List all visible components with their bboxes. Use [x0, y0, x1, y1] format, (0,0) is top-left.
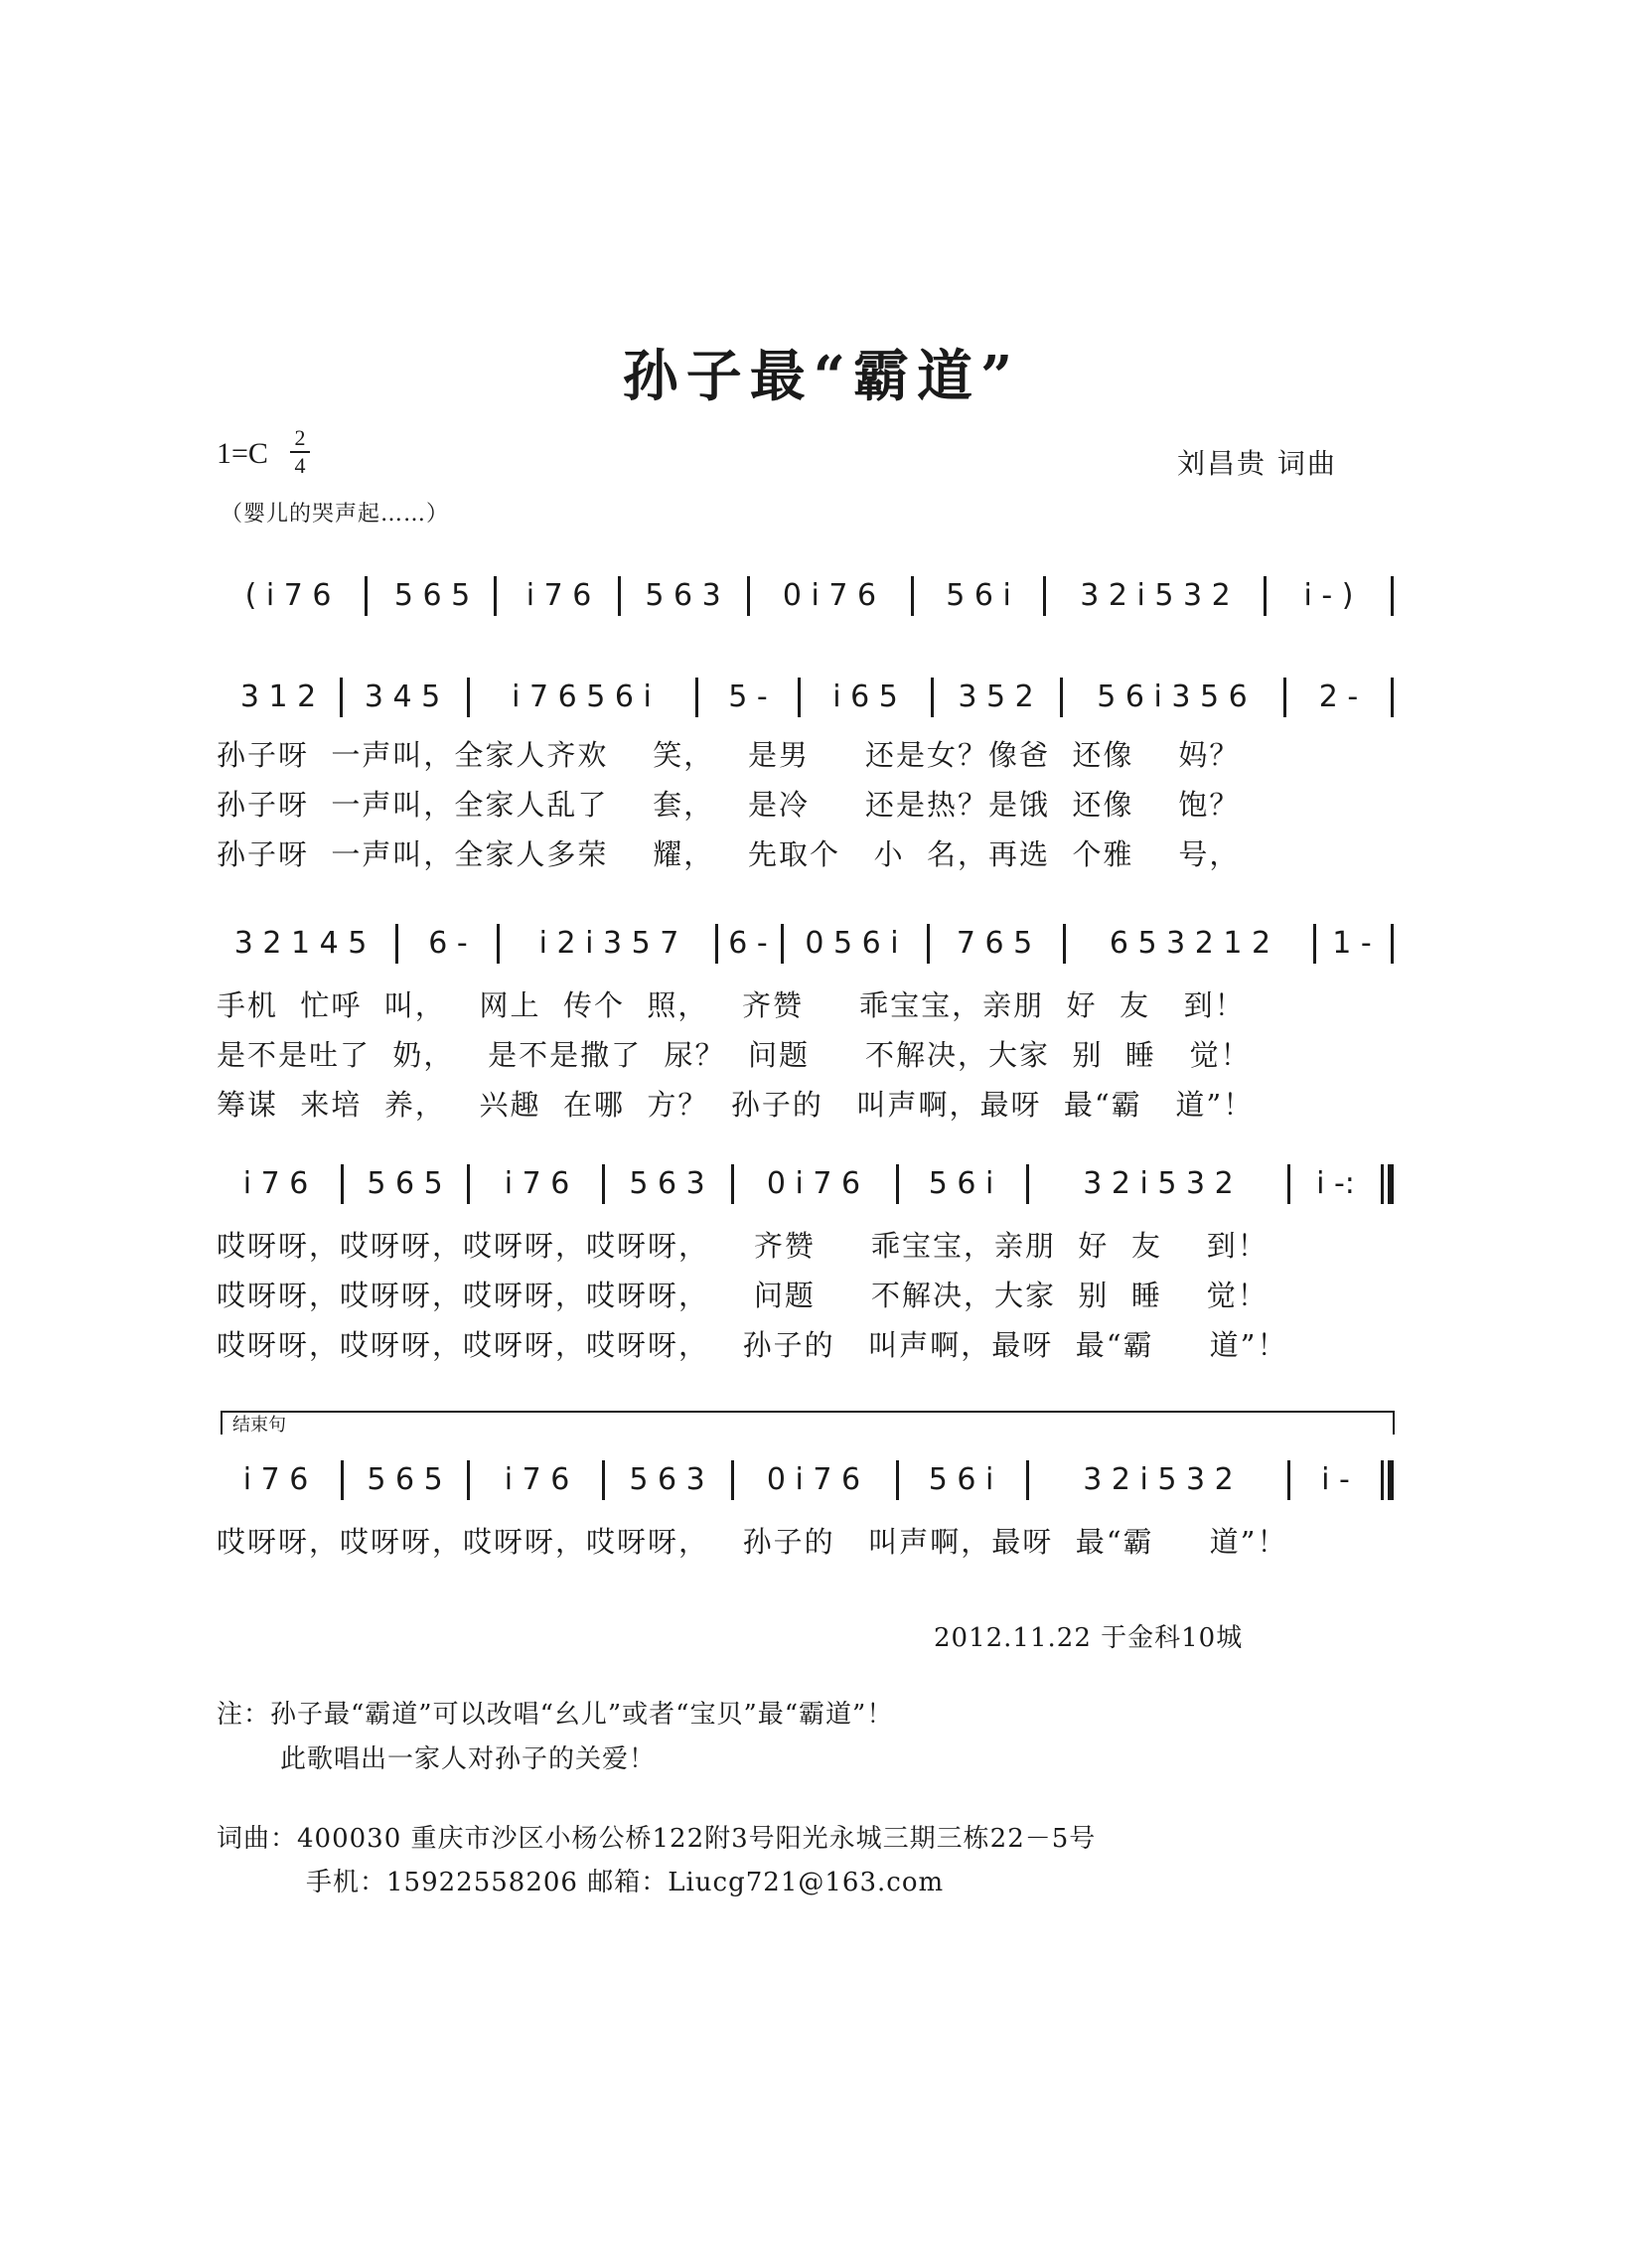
barline — [1283, 678, 1286, 717]
barline — [896, 1460, 899, 1500]
measure: 5 6 i — [928, 1166, 994, 1201]
measure: 5 6 3 — [629, 1462, 705, 1497]
lyric-line: 哎呀呀，哎呀呀，哎呀呀，哎呀呀， 问题 不解决，大家 别 睡 觉！ — [217, 1279, 1269, 1312]
measure: i 7 6 5 6 i — [512, 680, 652, 714]
barline — [1391, 678, 1394, 717]
lyric-line: 筹谋 来培 养， 兴趣 在哪 方？ 孙子的 叫声啊，最呀 最“霸 道”！ — [217, 1088, 1255, 1122]
time-signature — [290, 427, 310, 477]
measure: i 7 6 — [525, 578, 592, 613]
barline — [1026, 1164, 1029, 1204]
measure: 5 - — [728, 680, 768, 714]
measure: 6 - — [728, 926, 768, 961]
barline — [340, 678, 343, 717]
barline — [1287, 1164, 1290, 1204]
score-row-intro — [0, 576, 1643, 616]
barline — [896, 1164, 899, 1204]
date-line: 2012.11.22 于金科10城 — [934, 1623, 1244, 1653]
time-signature-bottom: 4 — [294, 453, 306, 478]
barline — [747, 576, 750, 616]
barline — [497, 924, 500, 964]
measure: i -: — [1316, 1166, 1355, 1201]
barline — [618, 576, 621, 616]
lyric-line: 孙子呀 一声叫，全家人多荣 耀， 先取个 小 名，再选 个雅 号， — [217, 837, 1241, 871]
barline — [695, 678, 698, 717]
measure: 5 6 i — [928, 1462, 994, 1497]
barline — [781, 924, 784, 964]
lyric-line: 孙子呀 一声叫，全家人乱了 套， 是冷 还是热？是饿 还像 饱？ — [217, 788, 1241, 822]
measure: i 7 6 — [504, 1462, 570, 1497]
measure: 5 6 5 — [367, 1462, 443, 1497]
measure: i 2 i 3 5 7 — [538, 926, 679, 961]
barline — [341, 1164, 344, 1204]
contact-phone-email: 手机：15922558206 邮箱：Liucg721@163.com — [306, 1868, 945, 1897]
barline — [798, 678, 801, 717]
barline — [1391, 576, 1394, 616]
barline — [467, 678, 470, 717]
measure: 6 5 3 2 1 2 — [1109, 926, 1271, 961]
measure: 3 1 2 — [239, 680, 317, 714]
barline — [1287, 1460, 1290, 1500]
time-signature-top: 2 — [294, 425, 306, 450]
measure: i 7 6 — [242, 1462, 309, 1497]
barline — [467, 1164, 470, 1204]
barline — [1381, 1164, 1384, 1204]
measure: 0 i 7 6 — [766, 1462, 861, 1497]
barline — [731, 1460, 734, 1500]
note-line: 此歌唱出一家人对孙子的关爱！ — [280, 1744, 657, 1774]
barline — [395, 924, 398, 964]
barline — [1381, 1460, 1384, 1500]
key-signature: 1=C — [217, 437, 268, 470]
lyric-line: 哎呀呀，哎呀呀，哎呀呀，哎呀呀， 孙子的 叫声啊，最呀 最“霸 道”！ — [217, 1328, 1288, 1362]
intro-note: （婴儿的哭声起……） — [221, 502, 450, 527]
barline — [365, 576, 368, 616]
measure: ( i 7 6 — [244, 578, 332, 613]
measure: 5 6 5 — [367, 1166, 443, 1201]
note-line: 注：孙子最“霸道”可以改唱“幺儿”或者“宝贝”最“霸道”！ — [217, 1700, 894, 1730]
barline — [494, 576, 497, 616]
measure: 3 2 i 5 3 2 — [1083, 1166, 1234, 1201]
measure: 3 2 i 5 3 2 — [1080, 578, 1231, 613]
barline — [1060, 678, 1063, 717]
barline — [467, 1460, 470, 1500]
barline — [911, 576, 914, 616]
measure: 7 6 5 — [956, 926, 1033, 961]
lyric-line: 孙子呀 一声叫，全家人齐欢 笑， 是男 还是女？像爸 还像 妈？ — [217, 738, 1241, 772]
measure: 0 i 7 6 — [766, 1166, 861, 1201]
barline — [602, 1164, 605, 1204]
barline — [341, 1460, 344, 1500]
measure: 5 6 3 — [629, 1166, 705, 1201]
ending-bracket — [221, 1411, 1395, 1435]
lyric-line: 哎呀呀，哎呀呀，哎呀呀，哎呀呀， 齐赞 乖宝宝，亲朋 好 友 到！ — [217, 1229, 1269, 1263]
measure: 3 5 2 — [958, 680, 1034, 714]
barline — [731, 1164, 734, 1204]
measure: 3 4 5 — [364, 680, 441, 714]
composer-credit: 刘昌贵 词曲 — [1177, 447, 1337, 480]
barline — [1264, 576, 1267, 616]
contact-address: 词曲：400030 重庆市沙区小杨公桥122附3号阳光永城三期三栋22－5号 — [217, 1824, 1097, 1854]
measure: 0 i 7 6 — [782, 578, 877, 613]
barline — [931, 678, 934, 717]
lyric-line: 哎呀呀，哎呀呀，哎呀呀，哎呀呀， 孙子的 叫声啊，最呀 最“霸 道”！ — [217, 1525, 1288, 1559]
measure: i 7 6 — [242, 1166, 309, 1201]
song-title: 孙子最“霸道” — [622, 344, 1021, 409]
score-row-1 — [0, 678, 1643, 717]
measure: 5 6 3 — [645, 578, 721, 613]
measure: i - ) — [1303, 578, 1354, 613]
measure: 1 - — [1332, 926, 1372, 961]
barline — [1391, 924, 1394, 964]
barline — [602, 1460, 605, 1500]
barline — [1043, 576, 1046, 616]
measure: 3 2 1 4 5 — [233, 926, 368, 961]
final-barline — [1388, 1460, 1394, 1500]
score-row-3 — [0, 1164, 1643, 1204]
score-row-ending — [0, 1460, 1643, 1500]
barline — [927, 924, 930, 964]
barline — [1063, 924, 1066, 964]
measure: 5 6 i 3 5 6 — [1097, 680, 1248, 714]
barline — [1313, 924, 1316, 964]
ending-label: 结束句 — [232, 1415, 286, 1436]
measure: i 6 5 — [832, 680, 898, 714]
measure: 3 2 i 5 3 2 — [1083, 1462, 1234, 1497]
repeat-end-barline — [1388, 1164, 1394, 1204]
lyric-line: 手机 忙呼 叫， 网上 传个 照， 齐赞 乖宝宝，亲朋 好 友 到！ — [217, 988, 1246, 1022]
measure: 5 6 5 — [393, 578, 471, 613]
measure: 6 - — [428, 926, 468, 961]
measure: 2 - — [1318, 680, 1359, 714]
score-row-2 — [0, 924, 1643, 964]
measure: 5 6 i — [946, 578, 1011, 613]
barline — [1026, 1460, 1029, 1500]
measure: i 7 6 — [504, 1166, 570, 1201]
measure: i - — [1321, 1462, 1350, 1497]
measure: 0 5 6 i — [805, 926, 899, 961]
lyric-line: 是不是吐了 奶， 是不是撒了 尿？ 问题 不解决，大家 别 睡 觉！ — [217, 1038, 1252, 1072]
